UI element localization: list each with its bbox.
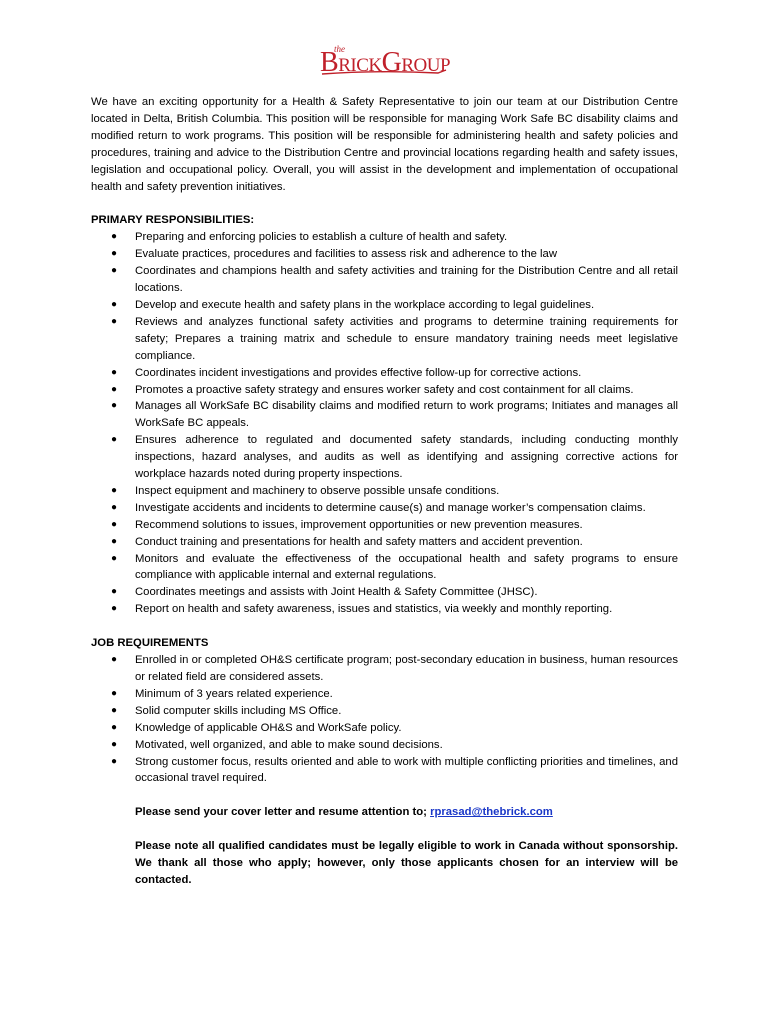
list-item <box>91 737 678 754</box>
list-item <box>91 517 678 534</box>
bullet-icon: ● <box>111 400 118 412</box>
bullet-icon: ● <box>111 315 118 327</box>
bullet-icon: ● <box>111 518 118 530</box>
send-resume-note: Please send your cover letter and resume attention to; rprasad@thebrick.com <box>135 806 553 819</box>
list-item-text: Strong customer focus, results oriented and able to work with multiple conflicting priorities and timelines, and occasional travel required. <box>135 755 678 785</box>
list-item <box>91 754 678 788</box>
list-item-text: Coordinates meetings and assists with Joint Health & Safety Committee (JHSC). <box>135 586 538 599</box>
bullet-icon: ● <box>111 298 118 310</box>
logo-wordmark: BRICKGROUP <box>320 47 451 78</box>
list-item <box>91 432 678 483</box>
list-item-text: Motivated, well organized, and able to make sound decisions. <box>135 738 443 751</box>
list-item <box>91 398 678 432</box>
eligibility-note: Please note all qualified candidates must be legally eligible to work in Canada without sponsorship. We thank all those who apply; however, only those applicants chosen for an interview will be contacted. <box>135 840 678 887</box>
list-item-text: Conduct training and presentations for health and safety matters and accident prevention. <box>135 535 583 548</box>
bullet-icon: ● <box>111 366 118 378</box>
bullet-icon: ● <box>111 501 118 513</box>
bullet-icon: ● <box>111 738 118 750</box>
list-item <box>91 686 678 703</box>
list-item-text: Enrolled in or completed OH&S certificate program; post-secondary education in business, human resources or related field are considered assets. <box>135 654 678 683</box>
bullet-icon: ● <box>111 484 118 496</box>
bullet-icon: ● <box>111 265 118 277</box>
list-item <box>91 246 678 263</box>
list-item-text: Inspect equipment and machinery to observe possible unsafe conditions. <box>135 484 500 497</box>
bullet-icon: ● <box>111 383 118 395</box>
list-item <box>91 297 678 314</box>
list-item-text: Report on health and safety awareness, issues and statistics, via weekly and monthly reporting. <box>135 603 613 616</box>
list-item-text: Promotes a proactive safety strategy and ensures worker safety and cost containment for all claims. <box>135 383 634 396</box>
requirements-heading: JOB REQUIREMENTS <box>91 637 209 650</box>
list-item <box>91 720 678 737</box>
list-item <box>91 365 678 382</box>
list-item-text: Recommend solutions to issues, improvement opportunities or new prevention measures. <box>135 518 583 531</box>
bullet-icon: ● <box>111 704 118 716</box>
list-item <box>91 601 678 618</box>
list-item-text: Minimum of 3 years related experience. <box>135 687 333 700</box>
bullet-icon: ● <box>111 721 118 733</box>
list-item-text: Solid computer skills including MS Office. <box>135 704 342 717</box>
list-item-text: Develop and execute health and safety plans in the workplace according to legal guidelines. <box>135 298 595 311</box>
list-item <box>91 229 678 246</box>
job-posting-body <box>91 94 678 889</box>
bullet-icon: ● <box>111 586 118 598</box>
list-item-text: Investigate accidents and incidents to determine cause(s) and manage worker’s compensation claims. <box>135 501 646 514</box>
bullet-icon: ● <box>111 434 118 446</box>
list-item <box>91 314 678 365</box>
responsibilities-list <box>91 229 678 618</box>
brick-group-logo <box>320 44 451 78</box>
intro-paragraph: We have an exciting opportunity for a Health & Safety Representative to join our team at our Distribution Centre located in Delta, British Columbia. This position will be responsible for managing Work Safe BC disability claims and modified return to work programs. This position will be responsible for administering health and safety policies and procedures, training and advice to the Distribution Centre and provincial locations regarding health and safety issues, legislation and occupational policy. Overall, you will assist in the development and implementation of occupational health and safety prevention initiatives. <box>91 96 678 193</box>
list-item <box>91 382 678 399</box>
email-link[interactable]: rprasad@thebrick.com <box>430 806 553 819</box>
list-item <box>91 483 678 500</box>
bullet-icon: ● <box>111 248 118 260</box>
responsibilities-heading: PRIMARY RESPONSIBILITIES: <box>91 214 255 227</box>
logo-swoosh-icon <box>320 68 448 78</box>
list-item-text: Monitors and evaluate the effectiveness of the occupational health and safety programs to ensure compliance with applicable internal and external regulations. <box>135 552 678 582</box>
list-item-text: Preparing and enforcing policies to establish a culture of health and safety. <box>135 231 508 244</box>
list-item <box>91 263 678 297</box>
list-item-text: Coordinates and champions health and safety activities and training for the Distribution Centre and all retail locations. <box>135 265 678 295</box>
logo-the-text: the <box>334 44 345 54</box>
list-item <box>91 534 678 551</box>
list-item-text: Reviews and analyzes functional safety activities and programs to determine training requirements for safety; Prepares a training matrix and schedule to ensure mandatory training needs meet legislative compliance. <box>135 315 678 362</box>
list-item <box>91 500 678 517</box>
list-item-text: Manages all WorkSafe BC disability claims and modified return to work programs; Initiates and manages all WorkSafe BC appeals. <box>135 400 678 430</box>
list-item-text: Ensures adherence to regulated and documented safety standards, including conducting monthly inspections, hazard analyses, and audits as well as identifying and assigning corrective actions for workplace hazards noted during property inspections. <box>135 434 678 481</box>
bullet-icon: ● <box>111 603 118 615</box>
list-item <box>91 584 678 601</box>
list-item-text: Knowledge of applicable OH&S and WorkSafe policy. <box>135 721 402 734</box>
bullet-icon: ● <box>111 231 118 243</box>
requirements-list <box>91 652 678 787</box>
bullet-icon: ● <box>111 654 118 666</box>
list-item <box>91 551 678 585</box>
bullet-icon: ● <box>111 552 118 564</box>
list-item-text: Coordinates incident investigations and provides effective follow-up for corrective actions. <box>135 366 582 379</box>
list-item <box>91 652 678 686</box>
list-item <box>91 703 678 720</box>
bullet-icon: ● <box>111 755 118 767</box>
list-item-text: Evaluate practices, procedures and facilities to assess risk and adherence to the law <box>135 248 557 261</box>
bullet-icon: ● <box>111 535 118 547</box>
bullet-icon: ● <box>111 687 118 699</box>
